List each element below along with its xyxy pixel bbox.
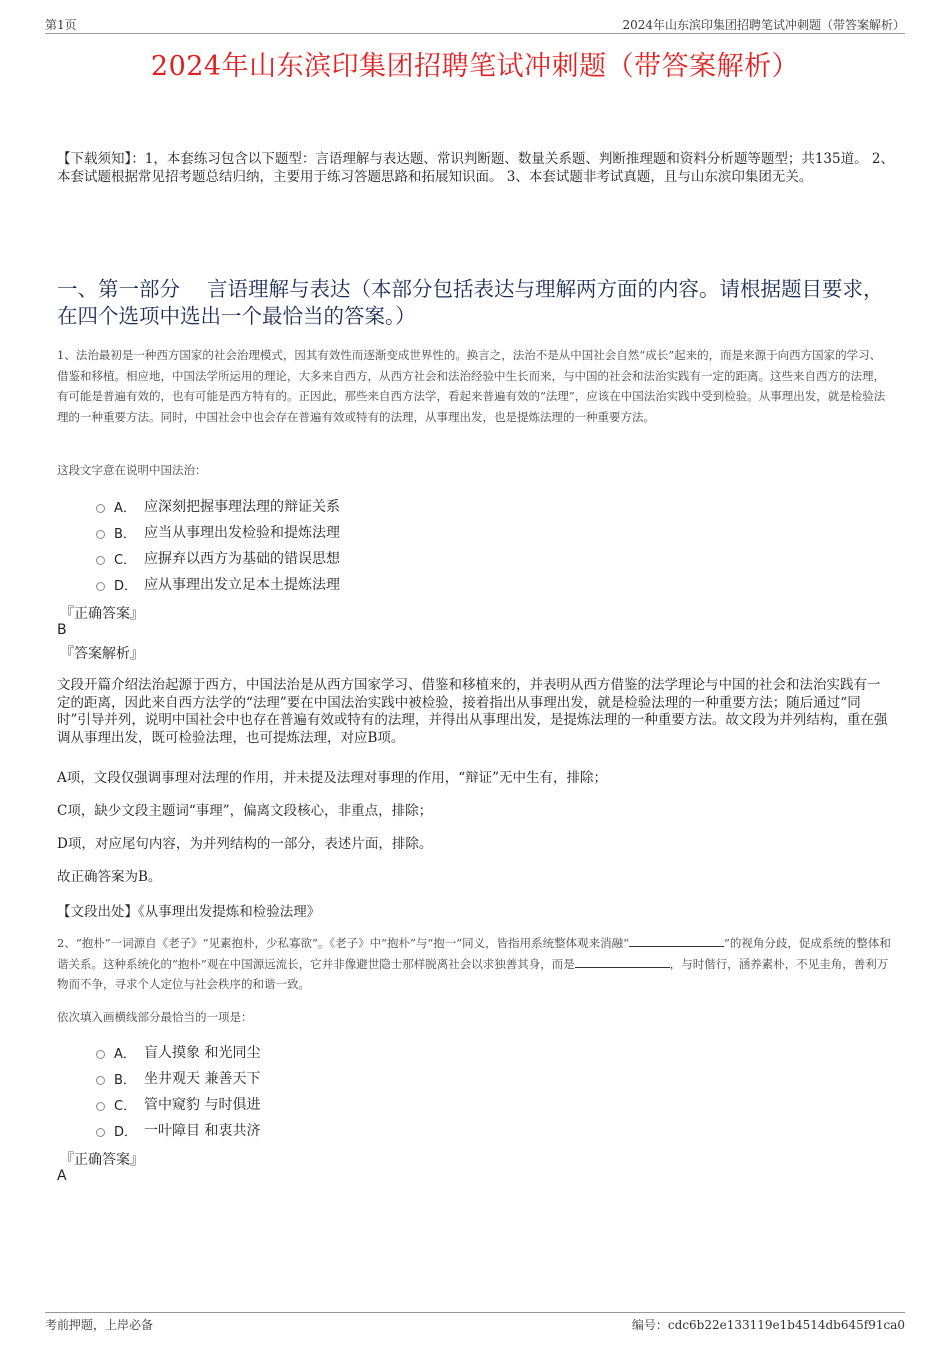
question-1-text: 1、法治最初是一种西方国家的社会治理模式，因其有效性而逐渐变成世界性的。换言之，法治不是从中国社会自然“成长”起来的，而是来源于向西方国家的学习、借鉴和移植。相应地，中国法学所运用的理论，大多来自西方，从西方社会和法治经验中生长而来，与中国的社会和法治实践有一定的距离。这些来自西方的法理，有可能是普遍有效的，也有可能是西方特有的。正因此，那些来自西方法学，看起来普遍有效的“法理”，应该在中国法治实践中受到检验。从事理出发，就是检验法理的一种重要方法。同时，中国社会中也会存在普遍有效或特有的法理，从事理出发，也是提炼法理的一种重要方法。: [57, 348, 886, 424]
option-text: 应从事理出发立足本土提炼法理: [144, 577, 340, 593]
footer-slogan: 考前押题，上岸必备: [45, 1318, 154, 1332]
question-1-conclusion: 故正确答案为B。: [57, 869, 162, 885]
radio-icon[interactable]: [96, 1050, 105, 1059]
option-text: 盲人摸象 和光同尘: [144, 1045, 261, 1061]
document-title: 2024年山东滨印集团招聘笔试冲刺题（带答案解析）: [150, 51, 800, 82]
question-1-option-c[interactable]: [96, 545, 340, 571]
radio-icon[interactable]: [96, 1102, 105, 1111]
question-2-option-b[interactable]: [96, 1065, 260, 1091]
question-1-options: [96, 493, 340, 597]
question-2-text: [57, 933, 892, 995]
question-2-option-d[interactable]: [96, 1117, 260, 1143]
question-1-option-a-note: A项，文段仅强调事理对法理的作用，并未提及法理对事理的作用，“辩证”无中生有，排除；: [57, 770, 608, 786]
option-letter: C．: [114, 552, 137, 568]
option-letter: A．: [114, 1046, 136, 1062]
question-2-answer: A: [57, 1168, 67, 1184]
radio-icon[interactable]: [96, 1128, 105, 1137]
footer-code: 编号：cdc6b22e133119e1b4514db645f91ca0: [631, 1318, 905, 1332]
question-1-correct-label: 『正确答案』: [60, 606, 144, 622]
question-1-option-a[interactable]: [96, 493, 340, 519]
question-2-options: [96, 1039, 260, 1143]
option-text: 应深刻把握事理法理的辩证关系: [144, 499, 340, 515]
fill-blank-2[interactable]: [575, 957, 670, 968]
page-footer: [45, 1312, 905, 1332]
question-2-correct-label: 『正确答案』: [60, 1152, 144, 1168]
radio-icon[interactable]: [96, 556, 105, 565]
radio-icon[interactable]: [96, 1076, 105, 1085]
question-2-text-part-3: ，与时偕行，涵养素朴，不见圭角，善利万物而不争，寻求个人定位与社会秩序的和谐一致。: [57, 956, 889, 991]
option-letter: B．: [114, 526, 136, 542]
question-1-analysis-label: 『答案解析』: [60, 646, 144, 662]
header-doc-title: 2024年山东滨印集团招聘笔试冲刺题（带答案解析）: [622, 18, 905, 32]
option-text: 应当从事理出发检验和提炼法理: [144, 525, 340, 541]
question-1-source: 【文段出处】《从事理出发提炼和检验法理》: [57, 904, 321, 920]
fill-blank-1[interactable]: [629, 936, 724, 947]
radio-icon[interactable]: [96, 530, 105, 539]
question-1-prompt: 这段文字意在说明中国法治：: [57, 463, 207, 477]
option-letter: C．: [114, 1098, 137, 1114]
page-header: [45, 14, 905, 34]
section-heading: 一、第一部分 言语理解与表达（本部分包括表达与理解两方面的内容。请根据题目要求，在四个选项中选出一个最恰当的答案。）: [57, 277, 884, 328]
option-text: 一叶障目 和衷共济: [144, 1123, 261, 1139]
question-2-text-part-2: ”的视角分歧，促成系统的整体和谐关系。这种系统化的“抱朴”观在中国源远流长，它并非像避世隐士那样脱离社会以求独善其身，而是: [57, 936, 891, 971]
question-1-answer: B: [57, 622, 67, 638]
radio-icon[interactable]: [96, 582, 105, 591]
option-text: 应摒弃以西方为基础的错误思想: [144, 551, 340, 567]
option-letter: D．: [114, 1124, 138, 1140]
question-1-option-b[interactable]: [96, 519, 340, 545]
option-letter: A．: [114, 500, 136, 516]
question-2-option-a[interactable]: [96, 1039, 260, 1065]
question-1-option-d[interactable]: [96, 571, 340, 597]
question-1-analysis: 文段开篇介绍法治起源于西方，中国法治是从西方国家学习、借鉴和移植来的，并表明从西方借鉴的法学理论与中国的社会和法治实践有一定的距离，因此来自西方法学的“法理”要在中国法治实践中被检验，接着指出从事理出发，就是检验法理的一种重要方法；随后通过“同时”引导并列，说明中国社会中也存在普遍有效或特有的法理，并得出从事理出发，是提炼法理的一种重要方法。故文段为并列结构，重在强调从事理出发，既可检验法理，也可提炼法理，对应B项。: [57, 677, 888, 746]
question-2-option-c[interactable]: [96, 1091, 260, 1117]
option-text: 坐井观天 兼善天下: [144, 1071, 261, 1087]
option-letter: D．: [114, 578, 138, 594]
question-2-text-part-1: 2、“抱朴”一词源自《老子》“见素抱朴，少私寡欲”。《老子》中“抱朴”与“抱一”同义，皆指用系统整体观来消融“: [57, 936, 629, 950]
download-notice: 【下载须知】：1，本套练习包含以下题型：言语理解与表达题、常识判断题、数量关系题、判断推理题和资料分析题等题型；共135道。 2、本套试题根据常见招考题总结归纳，主要用于练习答题思路和拓展知识面。 3、本套试题非考试真题，且与山东滨印集团无关。: [57, 151, 894, 185]
option-text: 管中窥豹 与时俱进: [144, 1097, 261, 1113]
question-2-prompt: 依次填入画横线部分最恰当的一项是：: [57, 1010, 253, 1024]
question-1-option-c-note: C项，缺少文段主题词“事理”，偏离文段核心，非重点，排除；: [57, 803, 433, 819]
page-number: 第1页: [45, 18, 77, 32]
option-letter: B．: [114, 1072, 136, 1088]
question-1-option-d-note: D项，对应尾句内容，为并列结构的一部分，表述片面，排除。: [57, 836, 433, 852]
radio-icon[interactable]: [96, 504, 105, 513]
